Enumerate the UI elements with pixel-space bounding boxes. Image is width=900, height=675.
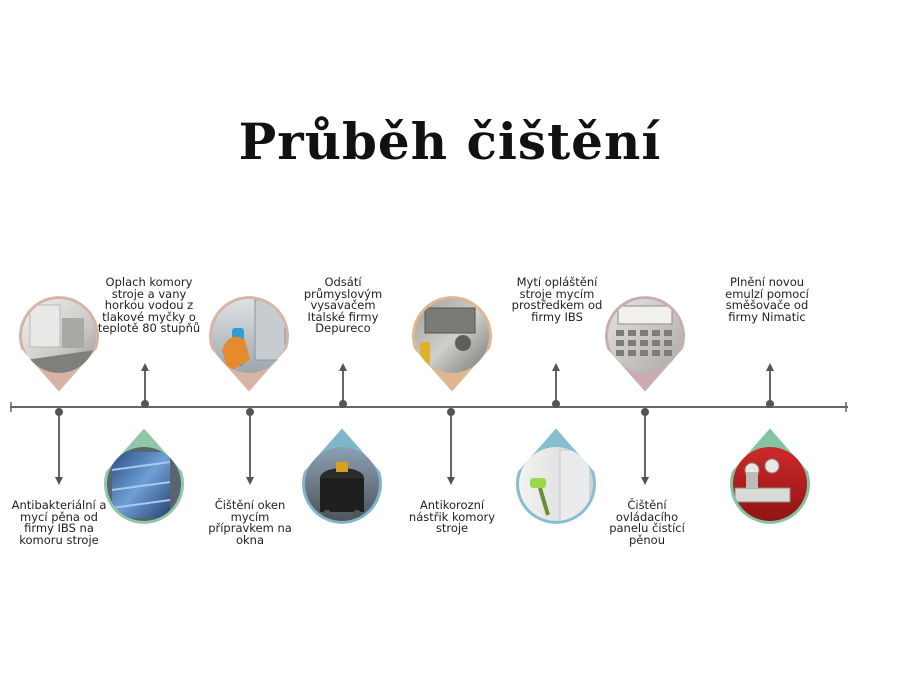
step-2-label: Oplach komory stroje a vany horkou vodou z tlakové myčky o teplotě 80 stupňů <box>97 275 201 335</box>
connector-step-2 <box>141 363 149 408</box>
pin-step-2 <box>105 433 185 525</box>
step-8-label: Plnění novou emulzí pomocí směšovače od firmy Nimatic <box>725 275 809 324</box>
connector-step-7 <box>641 408 649 485</box>
pin-step-3 <box>210 297 290 387</box>
connector-step-4 <box>339 363 347 408</box>
connector-step-1 <box>55 408 63 485</box>
step-3-label: Čištění oken mycím přípravkem na okna <box>208 498 292 547</box>
page-title: Průběh čištění <box>238 112 662 171</box>
connector-step-3 <box>246 408 254 485</box>
step-6-label: Mytí opláštění stroje mycím prostředkem od firmy IBS <box>511 275 603 324</box>
pin-step-1 <box>20 297 100 387</box>
step-5-label: Antikorozní nástřik komory stroje <box>408 498 496 535</box>
pin-step-6 <box>517 433 597 525</box>
pin-step-8 <box>731 433 811 525</box>
pin-step-4 <box>303 433 383 525</box>
connector-step-8 <box>766 363 774 408</box>
connector-step-5 <box>447 408 455 485</box>
connector-step-6 <box>552 363 560 408</box>
pin-step-5 <box>413 297 493 387</box>
step-7-label: Čištění ovládacího panelu čistící pěnou <box>609 498 685 547</box>
step-4-label: Odsátí průmyslovým vysavačem Italské firmy Depureco <box>303 275 383 335</box>
step-1-label: Antibakteriální a mycí pěna od firmy IBS na komoru stroje <box>11 498 107 547</box>
pin-step-7 <box>606 297 686 387</box>
